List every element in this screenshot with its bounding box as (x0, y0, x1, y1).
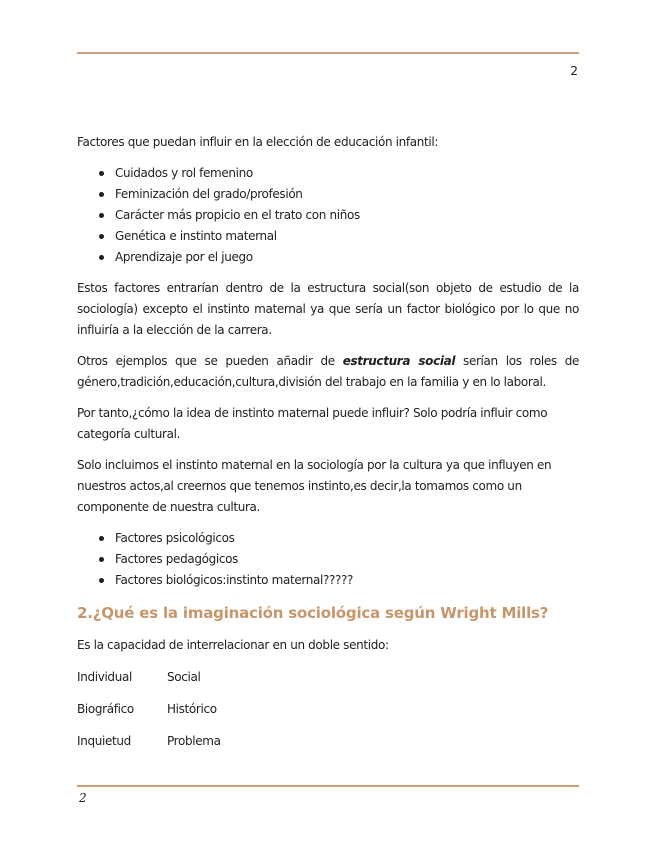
page-content (77, 132, 579, 763)
list-item: Feminización del grado/profesión (77, 184, 579, 205)
paragraph-structure: Estos factores entrarían dentro de la estructura social(son objeto de estudio de la sociología) excepto el instinto maternal ya que sería un factor biológico por lo que no influiría a la elección de la carrera. (77, 281, 579, 337)
list-item: Carácter más propicio en el trato con niños (77, 205, 579, 226)
factors-list-2 (77, 528, 579, 591)
list-item: Factores psicológicos (77, 528, 579, 549)
text-run: serían los roles de género,tradición,educación,cultura,división del trabajo en la familia y en lo laboral. (77, 354, 579, 389)
footer-rule (77, 785, 579, 787)
paragraph-culture: Solo incluimos el instinto maternal en la sociología por la cultura ya que influyen en nuestros actos,al creernos que tenemos instinto,es decir,la tomamos como un componente de nuestra cultura. (77, 458, 552, 514)
pair-right: Social (167, 670, 201, 684)
footer-page-number: 2 (79, 791, 87, 805)
list-item: Aprendizaje por el juego (77, 247, 579, 268)
paragraph-examples (77, 351, 579, 393)
pair-left: Individual (77, 670, 132, 684)
pair-left: Biográfico (77, 702, 134, 716)
list-item: Genética e instinto maternal (77, 226, 579, 247)
text-run: Otros ejemplos que se pueden añadir de (77, 354, 343, 368)
pair-row (77, 667, 579, 699)
pair-right: Histórico (167, 702, 217, 716)
emphasis-text: estructura social (342, 354, 456, 368)
pair-row (77, 731, 579, 763)
list-item: Factores pedagógicos (77, 549, 579, 570)
section-heading: 2.¿Qué es la imaginación sociológica según Wright Mills? (77, 604, 549, 622)
paragraph-question: Por tanto,¿cómo la idea de instinto maternal puede influir? Solo podría influir como categoría cultural. (77, 406, 548, 441)
factors-list (77, 163, 579, 268)
intro-paragraph: Factores que puedan influir en la elección de educación infantil: (77, 135, 439, 149)
pair-row (77, 699, 579, 731)
pair-left: Inquietud (77, 734, 131, 748)
header-page-number: 2 (570, 64, 578, 78)
list-item: Cuidados y rol femenino (77, 163, 579, 184)
paragraph-definition: Es la capacidad de interrelacionar en un doble sentido: (77, 638, 389, 652)
pair-right: Problema (167, 734, 221, 748)
header-rule (77, 52, 579, 54)
list-item: Factores biológicos:instinto maternal????? (77, 570, 579, 591)
